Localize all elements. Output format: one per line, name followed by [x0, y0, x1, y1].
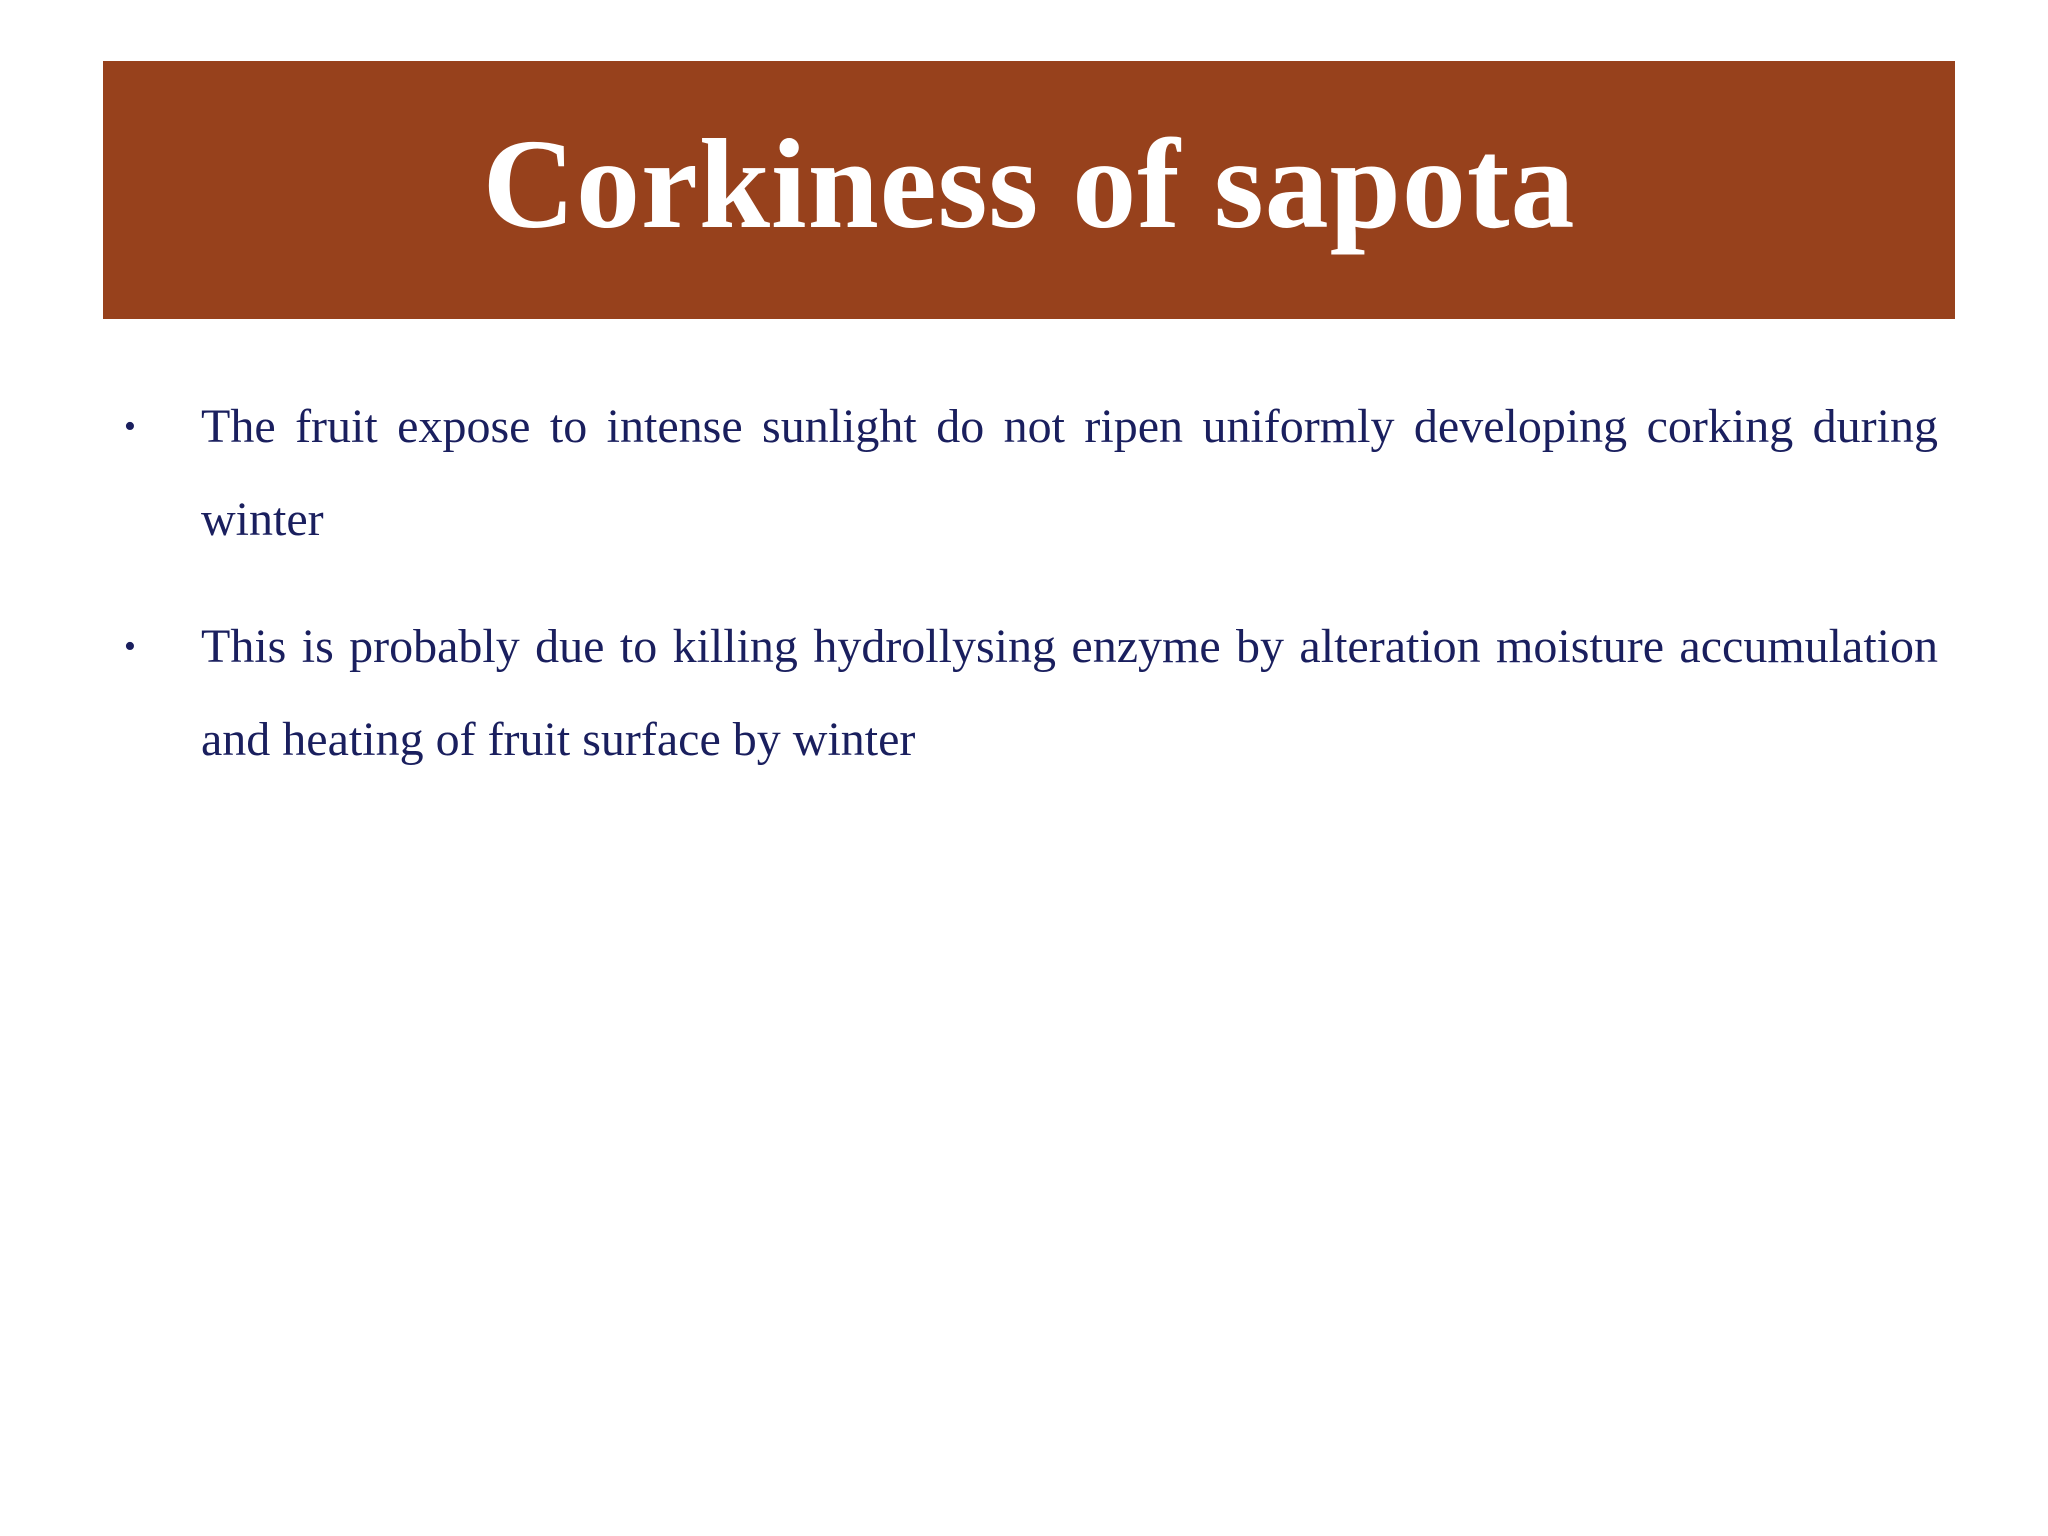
bullet-item: [118, 380, 1938, 566]
bullet-marker: •: [124, 628, 136, 665]
bullet-text: The fruit expose to intense sunlight do not ripen uniformly developing corking during winter: [201, 400, 1938, 546]
bullet-list: [118, 380, 1938, 820]
slide-title: Corkiness of sapota: [482, 113, 1576, 255]
bullet-text: This is probably due to killing hydrollysing enzyme by alteration moisture accumulation and heating of fruit surface by winter: [201, 620, 1938, 766]
title-bar: [103, 61, 1955, 319]
bullet-item: [118, 600, 1938, 786]
bullet-marker: •: [124, 408, 136, 445]
